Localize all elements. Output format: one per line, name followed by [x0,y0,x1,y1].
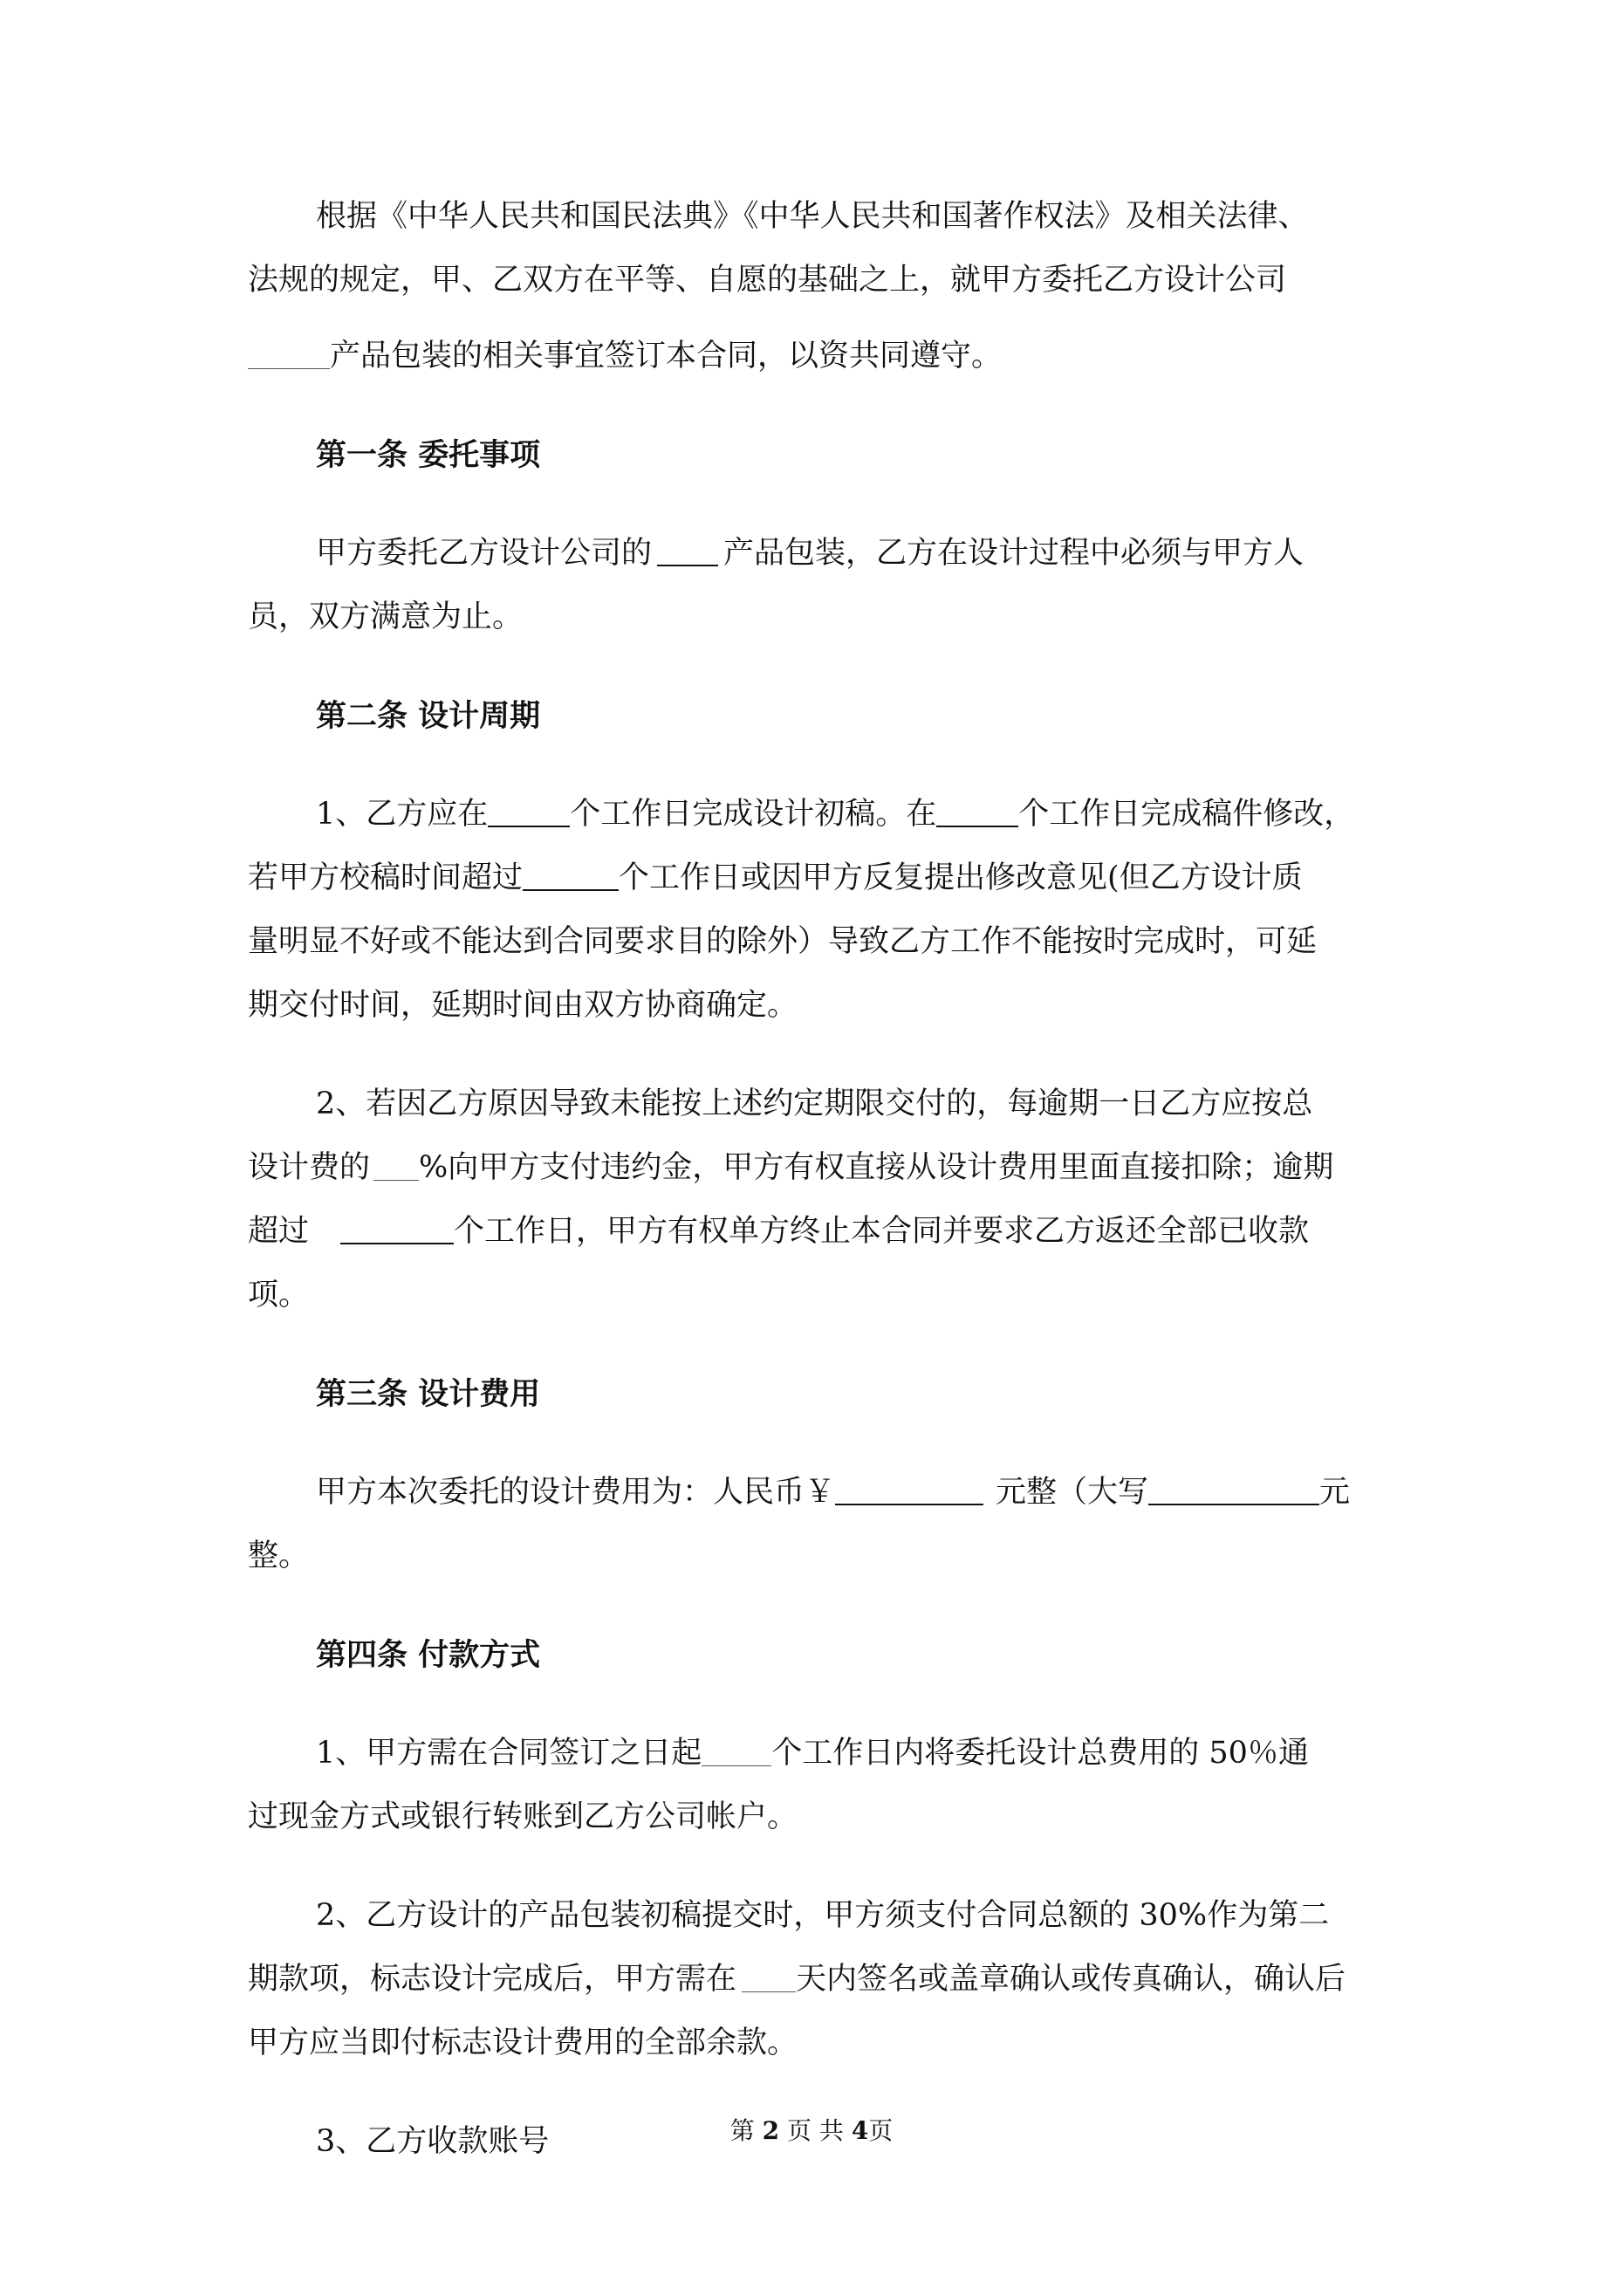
article-1-line-1 [248,522,1391,586]
article-3-line-1 [248,1461,1391,1525]
article-2-item-2-line-2 [248,1136,1391,1200]
article-2-item-2-line-1: 2、若因乙方原因导致未能按上述约定期限交付的，每逾期一日乙方应按总 [316,1086,1313,1121]
clause-text: 个工作日或因甲方反复提出修改意见(但乙方设计质 [619,860,1303,895]
footer-prefix: 第 [729,2116,755,2145]
blank-field [1148,1476,1319,1505]
article-2-item-1-line-4: 期交付时间，延期时间由双方协商确定。 [248,988,798,1023]
contract-body [248,185,1391,2174]
page-footer [0,2112,1623,2147]
article-1-line-2: 员，双方满意为止。 [248,600,524,634]
clause-text: 期款项，标志设计完成后，甲方需在 [248,1962,737,1997]
clause-text: 若甲方校稿时间超过 [248,860,524,895]
intro-line-1: 根据《中华人民共和国民法典》《中华人民共和国著作权法》及相关法律、 [316,199,1309,234]
blank-field [523,861,619,891]
article-2-item-2-line-4: 项。 [248,1278,310,1312]
current-page-number: 2 [762,2116,780,2145]
footer-mid: 页 共 [787,2116,844,2145]
clause-text: 甲方本次委托的设计费用为：人民币￥ [316,1475,836,1510]
article-1-heading: 第一条 委托事项 [316,437,541,473]
article-4-heading: 第四条 付款方式 [316,1637,541,1673]
article-4-item-2-line-2 [248,1948,1391,2012]
clause-text: %向甲方支付违约金，甲方有权直接从设计费用里面直接扣除；逾期 [419,1150,1334,1185]
clause-text: 1、甲方需在合同签订之日起 [316,1736,702,1771]
intro-line-3-text: 产品包装的相关事宜签订本合同，以资共同遵守。 [330,339,1003,374]
article-3-heading: 第三条 设计费用 [316,1376,541,1412]
blank-field [657,537,718,566]
clause-text: 设计费的 [248,1150,371,1185]
article-2-item-2-line-3 [248,1200,1391,1264]
intro-line-3 [248,325,1391,388]
clause-text: 元整（大写 [996,1475,1149,1510]
clause-text: 个工作日内将委托设计总费用的 50％通 [771,1736,1309,1771]
intro-line-2: 法规的规定，甲、乙双方在平等、自愿的基础之上，就甲方委托乙方设计公司 [248,263,1287,298]
article-1-text-a: 甲方委托乙方设计公司的 [316,536,653,571]
clause-text: 个工作日，甲方有权单方终止本合同并要求乙方返还全部已收款 [454,1214,1310,1249]
article-2-item-1 [248,783,1391,1038]
blank-field [340,1215,454,1244]
footer-suffix: 页 [868,2116,894,2145]
blank-field [702,1737,771,1766]
article-4-item-2-line-3: 甲方应当即付标志设计费用的全部余款。 [248,2025,798,2060]
clause-text: 天内签名或盖章确认或传真确认，确认后 [796,1962,1346,1997]
blank-field [373,1152,419,1181]
article-3-body [248,1461,1391,1588]
article-1-text-b: 产品包装，乙方在设计过程中必须与甲方人 [723,536,1305,571]
article-2-item-1-line-3: 量明显不好或不能达到合同要求目的除外）导致乙方工作不能按时完成时，可延 [248,924,1318,959]
article-1-body [248,522,1391,649]
clause-text: 个工作日完成设计初稿。在 [570,797,937,832]
article-4-item-1 [248,1722,1391,1849]
article-3-line-2: 整。 [248,1539,310,1573]
total-page-number: 4 [851,2116,869,2145]
article-2-heading: 第二条 设计周期 [316,698,541,734]
article-4-item-3-line-1: 3、乙方收款账号 [316,2124,550,2159]
article-2-item-1-line-1 [248,783,1391,846]
article-2-item-1-line-2 [248,846,1391,910]
blank-field [835,1476,983,1505]
article-4-item-2 [248,1884,1391,2075]
article-4-item-1-line-1 [248,1722,1391,1785]
article-4-item-2-line-1: 2、乙方设计的产品包装初稿提交时，甲方须支付合同总额的 30%作为第二 [316,1898,1330,1933]
intro-paragraph [248,185,1391,388]
article-4-item-1-line-2: 过现金方式或银行转账到乙方公司帐户。 [248,1799,798,1834]
clause-text: 1、乙方应在 [316,797,489,832]
clause-text: 元 [1319,1475,1351,1510]
blank-field [248,340,330,369]
article-2-item-2 [248,1073,1391,1327]
blank-field [936,798,1018,827]
clause-text: 超过 [248,1214,310,1249]
blank-field [488,798,570,827]
blank-field [742,1964,796,1992]
clause-text: 个工作日完成稿件修改， [1018,797,1355,832]
